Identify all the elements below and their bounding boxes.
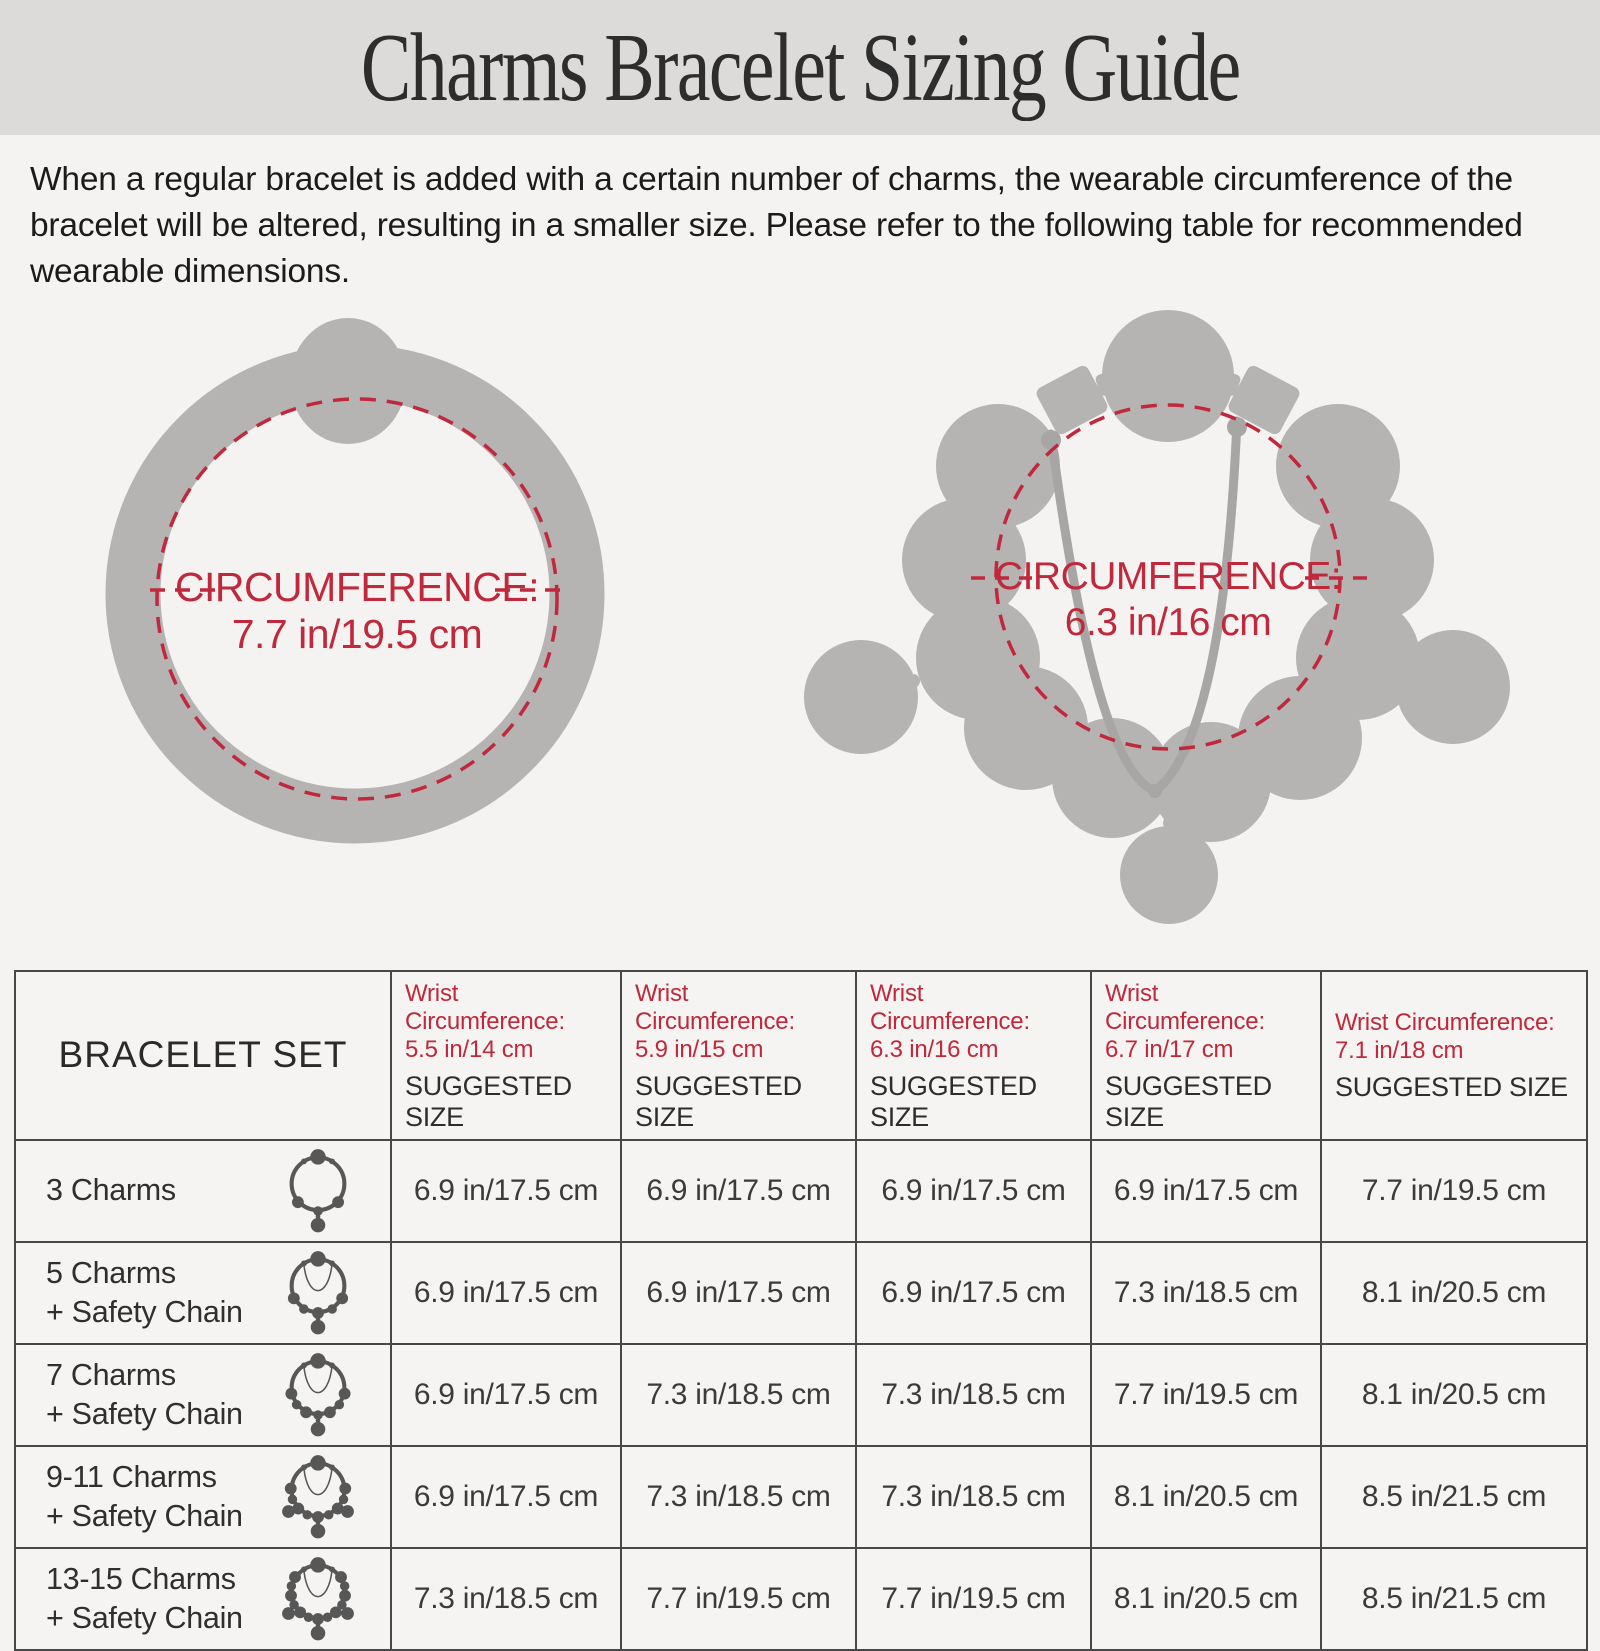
bracelet-set-cell	[15, 1446, 391, 1548]
size-cell: 8.1 in/20.5 cm	[1091, 1548, 1321, 1650]
row-label: 5 Charms + Safety Chain	[46, 1255, 243, 1329]
bracelet-set-cell	[15, 1140, 391, 1242]
size-cell: 8.1 in/20.5 cm	[1321, 1242, 1587, 1344]
wrist-circumference-label: Wrist Circumference:	[870, 979, 1030, 1035]
size-cell: 7.7 in/19.5 cm	[621, 1548, 856, 1650]
wrist-circumference-value: 7.1 in/18 cm	[1335, 1037, 1464, 1065]
size-cell: 6.9 in/17.5 cm	[621, 1242, 856, 1344]
size-cell: 7.3 in/18.5 cm	[1091, 1242, 1321, 1344]
charm-bracelet-illustration	[785, 299, 1555, 956]
table-header-row	[15, 971, 1587, 1140]
size-cell: 6.9 in/17.5 cm	[621, 1140, 856, 1242]
wrist-circumference-value: 5.9 in/15 cm	[635, 1035, 764, 1063]
size-cell: 7.3 in/18.5 cm	[856, 1446, 1091, 1548]
suggested-size-label: SUGGESTED SIZE	[870, 1070, 1037, 1132]
size-cell: 6.9 in/17.5 cm	[391, 1242, 621, 1344]
mini-bracelet-9-11-charms-chain-icon	[270, 1447, 366, 1547]
suggested-size-label: SUGGESTED SIZE	[1105, 1070, 1272, 1132]
mini-bracelet-7-charms-chain-icon	[270, 1345, 366, 1445]
title-banner	[0, 0, 1600, 135]
suggested-size-label: SUGGESTED SIZE	[1335, 1072, 1568, 1103]
clasp-bead	[290, 318, 406, 444]
circumference-label: CIRCUMFERENCE:	[994, 554, 1342, 598]
size-cell: 7.7 in/19.5 cm	[856, 1548, 1091, 1650]
size-cell: 8.1 in/20.5 cm	[1091, 1446, 1321, 1548]
table-row	[15, 1140, 1587, 1242]
sizing-table	[14, 970, 1588, 1651]
wrist-circumference-value: 6.3 in/16 cm	[870, 1035, 999, 1063]
suggested-size-label: SUGGESTED SIZE	[635, 1070, 802, 1132]
wrist-circumference-label: Wrist Circumference:	[1335, 1009, 1555, 1037]
column-header	[1091, 971, 1321, 1140]
page-title: Charms Bracelet Sizing Guide	[360, 14, 1240, 121]
table-row	[15, 1242, 1587, 1344]
mini-bracelet-5-charms-chain-icon	[270, 1243, 366, 1343]
size-cell: 6.9 in/17.5 cm	[856, 1140, 1091, 1242]
circumference-value: 6.3 in/16 cm	[1064, 600, 1272, 644]
wrist-circumference-value: 6.7 in/17 cm	[1105, 1035, 1234, 1063]
bracelet-set-header: BRACELET SET	[15, 971, 391, 1140]
size-cell: 7.3 in/18.5 cm	[391, 1548, 621, 1650]
wrist-circumference-label: Wrist Circumference:	[1105, 979, 1265, 1035]
bracelet-set-cell	[15, 1548, 391, 1650]
table-row	[15, 1344, 1587, 1446]
column-header	[391, 971, 621, 1140]
column-header	[621, 971, 856, 1140]
size-cell: 7.7 in/19.5 cm	[1321, 1140, 1587, 1242]
size-cell: 7.3 in/18.5 cm	[856, 1344, 1091, 1446]
table-row	[15, 1548, 1587, 1650]
mini-bracelet-3-charms-icon	[270, 1141, 366, 1241]
bracelet-set-cell	[15, 1242, 391, 1344]
suggested-size-label: SUGGESTED SIZE	[405, 1070, 572, 1132]
circumference-value: 7.7 in/19.5 cm	[231, 610, 483, 657]
size-cell: 7.3 in/18.5 cm	[621, 1344, 856, 1446]
row-label: 7 Charms + Safety Chain	[46, 1357, 243, 1431]
row-label: 13-15 Charms + Safety Chain	[46, 1561, 243, 1635]
intro-paragraph: When a regular bracelet is added with a certain number of charms, the wearable circumference of the bracelet will be altered, resulting in a smaller size. Please refer to the following table for recommended wearable dimensions.	[30, 161, 1523, 290]
size-cell: 8.1 in/20.5 cm	[1321, 1344, 1587, 1446]
size-cell: 6.9 in/17.5 cm	[856, 1242, 1091, 1344]
size-cell: 6.9 in/17.5 cm	[391, 1140, 621, 1242]
size-cell: 8.5 in/21.5 cm	[1321, 1446, 1587, 1548]
mini-bracelet-13-15-charms-chain-icon	[270, 1549, 366, 1649]
row-label: 3 Charms	[46, 1173, 176, 1208]
wrist-circumference-value: 5.5 in/14 cm	[405, 1035, 534, 1063]
bracelet-set-cell	[15, 1344, 391, 1446]
plain-bracelet-illustration	[55, 299, 665, 956]
size-cell: 8.5 in/21.5 cm	[1321, 1548, 1587, 1650]
row-label: 9-11 Charms + Safety Chain	[46, 1459, 243, 1533]
size-cell: 7.3 in/18.5 cm	[621, 1446, 856, 1548]
size-cell: 7.7 in/19.5 cm	[1091, 1344, 1321, 1446]
circumference-label: CIRCUMFERENCE:	[174, 563, 540, 610]
column-header	[856, 971, 1091, 1140]
illustrations-section	[0, 299, 1600, 956]
wrist-circumference-label: Wrist Circumference:	[635, 979, 795, 1035]
size-cell: 6.9 in/17.5 cm	[391, 1446, 621, 1548]
column-header	[1321, 971, 1587, 1140]
table-row	[15, 1446, 1587, 1548]
size-cell: 6.9 in/17.5 cm	[391, 1344, 621, 1446]
wrist-circumference-label: Wrist Circumference:	[405, 979, 565, 1035]
size-cell: 6.9 in/17.5 cm	[1091, 1140, 1321, 1242]
